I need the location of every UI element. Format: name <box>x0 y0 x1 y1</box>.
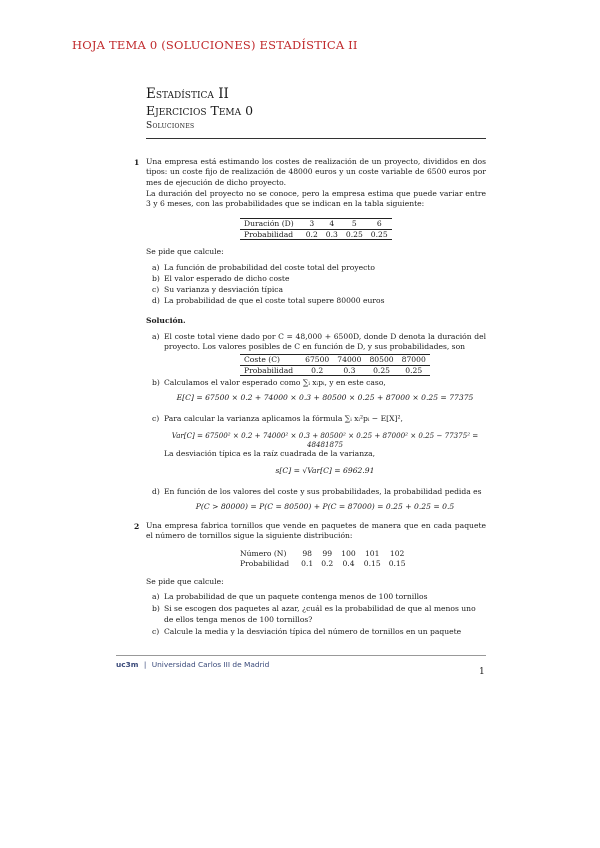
equation-std-dev: s[C] = √Var[C] = 6962.91 <box>275 466 375 475</box>
page-number: 1 <box>479 667 485 677</box>
equation-variance: Var[C] = 67500² × 0.2 + 74000² × 0.3 + 80500² × 0.25 + 87000² × 0.25 − 77375² = 48481875 <box>171 431 479 449</box>
solution-label: Solución. <box>146 316 186 325</box>
university-name: Universidad Carlos III de Madrid <box>151 660 270 669</box>
duration-table <box>240 218 392 240</box>
list-item: c) Calcule la media y la desviación típica del número de tornillos en un paquete <box>152 627 462 637</box>
table-cell: 0.25 <box>342 229 367 240</box>
table-cell: 87000 <box>398 355 430 366</box>
table-cell: 0.2 <box>321 558 334 568</box>
equation-probability: P(C > 80000) = P(C = 80500) + P(C = 87000) = 0.25 + 0.25 = 0.5 <box>195 502 455 511</box>
table-cell: 0.25 <box>398 365 430 376</box>
table-cell: 101 <box>364 549 380 558</box>
solution-c-key: c) <box>152 414 160 423</box>
footer-rule <box>116 655 486 656</box>
table-cell: 99 <box>322 549 333 558</box>
table-cell: 3 <box>302 219 322 230</box>
table-cell: 6 <box>367 219 392 230</box>
probability-label: Probabilidad <box>240 229 302 240</box>
exercise-1-asks-intro: Se pide que calcule: <box>146 247 224 256</box>
document-header: HOJA TEMA 0 (SOLUCIONES) ESTADÍSTICA II <box>72 38 358 52</box>
solution-a-text: El coste total viene dado por C = 48,000 + 6500D, donde D denota la duración del proyecto. Los valores posibles de C en función de D, y sus probabilidades, son <box>164 332 486 352</box>
exercise-2-intro: Una empresa fabrica tornillos que vende en paquetes de manera que en cada paquete el número de tornillos sigue la siguiente distribución: <box>146 521 486 541</box>
table-cell: 5 <box>342 219 367 230</box>
table-cell: 102 <box>389 549 405 558</box>
table-cell: 4 <box>322 219 342 230</box>
uc3m-logo: uc3m <box>116 660 139 669</box>
list-item: a) La función de probabilidad del coste total del proyecto <box>152 263 376 272</box>
table-cell: 98 <box>302 549 312 558</box>
table-cell: 100 <box>341 549 356 558</box>
screws-table <box>236 549 410 568</box>
exercise-2-asks-intro: Se pide que calcule: <box>146 577 224 586</box>
number-label: Número (N) <box>240 549 287 558</box>
exercise-2-asks <box>152 592 482 638</box>
solution-c-text-2: La desviación típica es la raíz cuadrada de la varianza, <box>164 449 376 458</box>
table-cell: 0.25 <box>365 365 397 376</box>
table-cell: 0.1 <box>301 558 314 568</box>
table-cell: 0.3 <box>333 365 365 376</box>
table-cell: 0.25 <box>367 229 392 240</box>
list-item: b) Si se escogen dos paquetes al azar, ¿cuál es la probabilidad de que al menos uno de ellos tenga menos de 100 tornillos? <box>152 604 476 624</box>
table-cell: 74000 <box>333 355 365 366</box>
probability-label: Probabilidad <box>240 558 290 568</box>
solution-d-text: En función de los valores del coste y sus probabilidades, la probabilidad pedida es <box>164 487 482 496</box>
table-cell: 0.2 <box>301 365 333 376</box>
list-item: d) La probabilidad de que el coste total supere 80000 euros <box>152 296 385 305</box>
table-cell: 0.2 <box>302 229 322 240</box>
exercise-1-intro-2: La duración del proyecto no se conoce, pero la empresa estima que puede variar entre 3 y 6 meses, con las probabilidades que se indican en la tabla siguiente: <box>146 189 486 209</box>
table-cell: 67500 <box>301 355 333 366</box>
exercise-1-asks <box>152 262 482 306</box>
solution-b-key: b) <box>152 378 160 387</box>
exercise-1-intro: Una empresa está estimando los costes de realización de un proyecto, divididos en dos tipos: un coste fijo de realización de 48000 euros y un coste variable de 6500 euros por mes de ejecución de dicho proyecto. <box>146 157 486 187</box>
cost-label: Coste (C) <box>240 355 301 366</box>
table-cell: 0.15 <box>388 558 406 568</box>
solution-b-text: Calculamos el valor esperado como ∑ᵢ xᵢpᵢ, y en este caso, <box>164 378 386 387</box>
solution-a-key: a) <box>152 332 160 341</box>
list-item: b) El valor esperado de dicho coste <box>152 274 290 283</box>
exercise-2-number: 2 <box>134 522 140 531</box>
solutions-subtitle: Soluciones <box>146 121 195 131</box>
probability-label: Probabilidad <box>240 365 301 376</box>
equation-expected-value: E[C] = 67500 × 0.2 + 74000 × 0.3 + 80500 × 0.25 + 87000 × 0.25 = 77375 <box>176 393 474 402</box>
exercises-title: Ejercicios Tema 0 <box>146 103 254 118</box>
duration-label: Duración (D) <box>240 219 302 230</box>
university-logo: uc3m | Universidad Carlos III de Madrid <box>116 660 270 669</box>
table-cell: 80500 <box>365 355 397 366</box>
table-cell: 0.3 <box>322 229 342 240</box>
cost-table <box>240 354 430 376</box>
exercise-1-number: 1 <box>134 158 140 167</box>
list-item: a) La probabilidad de que un paquete contenga menos de 100 tornillos <box>152 592 428 601</box>
title-rule <box>146 138 486 139</box>
solution-d-key: d) <box>152 487 160 496</box>
table-cell: 0.4 <box>342 558 355 568</box>
subject-title: Estadística II <box>146 86 229 102</box>
table-cell: 0.15 <box>363 558 381 568</box>
solution-c-text: Para calcular la varianza aplicamos la fórmula ∑ᵢ xᵢ²pᵢ − E[X]², <box>164 414 403 423</box>
list-item: c) Su varianza y desviación típica <box>152 285 284 294</box>
